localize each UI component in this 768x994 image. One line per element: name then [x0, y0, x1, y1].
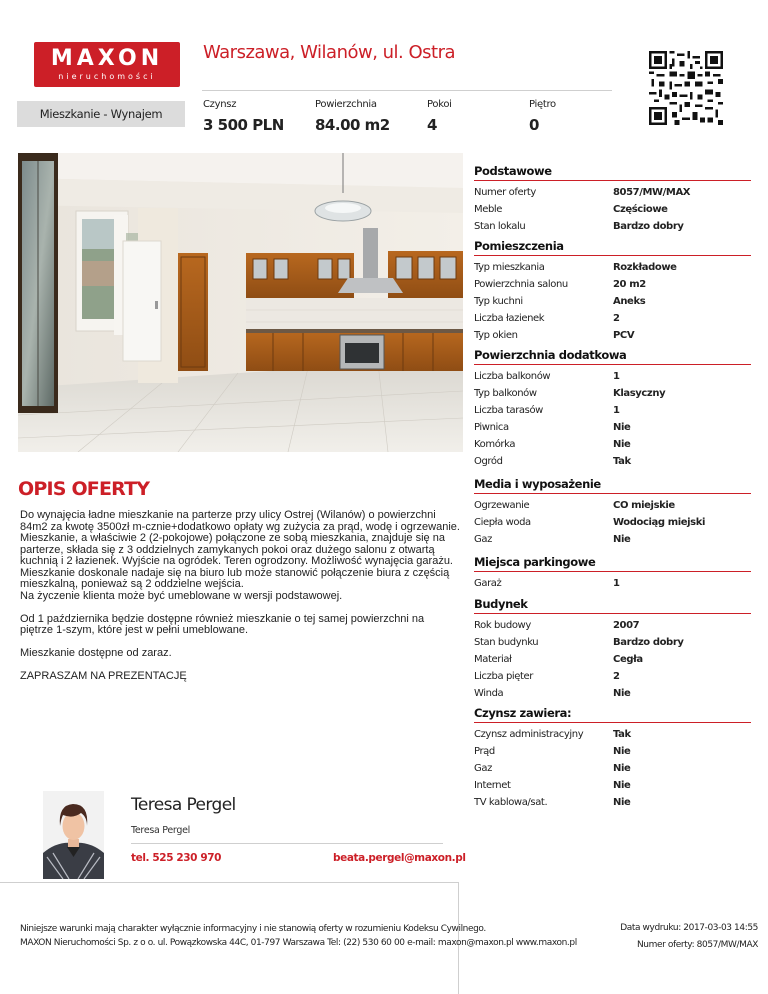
footer-offer-number: Numer oferty: 8057/MW/MAX [636, 940, 758, 950]
stat-value: 0 [529, 116, 539, 134]
detail-value: CO miejskie [613, 500, 675, 511]
detail-value: Tak [613, 456, 631, 467]
print-date: Data wydruku: 2017-03-03 14:55 [620, 923, 758, 933]
detail-key: Rok budowy [474, 620, 531, 631]
stat-value: 3 500 PLN [203, 116, 284, 134]
detail-value: Nie [613, 780, 631, 791]
detail-row [474, 634, 751, 651]
section-building [474, 597, 751, 702]
detail-key: TV kablowa/sat. [474, 797, 548, 808]
detail-value: Nie [613, 746, 631, 757]
detail-row [474, 436, 751, 453]
detail-key: Garaż [474, 578, 502, 589]
detail-row [474, 794, 751, 811]
detail-value: 20 m2 [613, 279, 646, 290]
stat-label: Powierzchnia [315, 99, 377, 110]
stat-label: Piętro [529, 99, 556, 110]
detail-value: Nie [613, 763, 631, 774]
detail-row [474, 668, 751, 685]
description-paragraph: Na życzenie klienta może być umeblowane w wersji podstawowej. [20, 589, 343, 602]
stat-label: Czynsz [203, 99, 237, 110]
detail-key: Ogrzewanie [474, 500, 530, 511]
agent-avatar [43, 791, 104, 879]
qr-code-icon [649, 51, 723, 125]
detail-row [474, 777, 751, 794]
description-paragraph: Od 1 października będzie dostępne również mieszkanie o tej samej powierzchni na piętrze 1-szym, które jest w pełni umeblowane. [20, 612, 425, 636]
description-paragraph: Do wynajęcia ładne mieszkanie na parterze przy ulicy Ostrej (Wilanów) o powierzchni 84m2 za kwotę 3500zł m-cznie+dodatkowo opłaty wg zużycia za prąd, wodę i ogrzewanie. [20, 509, 460, 533]
detail-key: Typ balkonów [474, 388, 537, 399]
detail-key: Ciepła woda [474, 517, 531, 528]
agent-phone-link[interactable]: tel. 525 230 970 [131, 852, 222, 864]
detail-value: 8057/MW/MAX [613, 187, 691, 198]
detail-row [474, 218, 751, 235]
detail-value: Nie [613, 534, 631, 545]
detail-value: 1 [613, 371, 620, 382]
detail-key: Liczba pięter [474, 671, 534, 682]
detail-value: Nie [613, 797, 631, 808]
detail-row [474, 402, 751, 419]
detail-key: Typ kuchni [474, 296, 523, 307]
brand-logo [34, 42, 180, 87]
detail-key: Komórka [474, 439, 516, 450]
detail-value: Wodociąg miejski [613, 517, 706, 528]
detail-value: PCV [613, 330, 635, 341]
offer-type-badge: Mieszkanie - Wynajem [17, 101, 185, 127]
detail-value: Klasyczny [613, 388, 666, 399]
description-heading: OPIS OFERTY [18, 478, 150, 500]
stat-rooms [427, 99, 452, 134]
stat-floor [529, 99, 556, 134]
section-media [474, 477, 751, 548]
detail-value: 1 [613, 405, 620, 416]
section-parking [474, 555, 751, 592]
detail-key: Liczba balkonów [474, 371, 551, 382]
section-title: Podstawowe [474, 164, 552, 178]
detail-key: Piwnica [474, 422, 509, 433]
brand-subtitle: nieruchomości [58, 71, 156, 81]
detail-value: 2 [613, 671, 620, 682]
detail-row [474, 760, 751, 777]
detail-value: 2 [613, 313, 620, 324]
agent-name: Teresa Pergel [131, 795, 236, 815]
detail-key: Czynsz administracyjny [474, 729, 584, 740]
footer-disclaimer [20, 922, 577, 950]
detail-key: Winda [474, 688, 504, 699]
detail-value: Aneks [613, 296, 646, 307]
detail-row [474, 368, 751, 385]
offer-title: Warszawa, Wilanów, ul. Ostra [203, 42, 456, 63]
description-paragraph: ZAPRASZAM NA PREZENTACJĘ [20, 670, 187, 682]
detail-row [474, 327, 751, 344]
detail-row [474, 276, 751, 293]
detail-key: Powierzchnia salonu [474, 279, 568, 290]
agent-divider [131, 843, 443, 844]
section-title: Pomieszczenia [474, 239, 564, 253]
detail-value: Cegła [613, 654, 643, 665]
detail-value: Częściowe [613, 204, 668, 215]
section-extra-area [474, 348, 751, 470]
detail-row [474, 259, 751, 276]
detail-row [474, 617, 751, 634]
detail-key: Numer oferty [474, 187, 536, 198]
detail-value: Rozkładowe [613, 262, 677, 273]
stat-rent [203, 99, 284, 134]
detail-value: 2007 [613, 620, 640, 631]
detail-value: Bardzo dobry [613, 221, 684, 232]
detail-key: Gaz [474, 534, 492, 545]
stat-area [315, 99, 390, 134]
detail-key: Typ okien [474, 330, 518, 341]
description-text [20, 510, 460, 683]
detail-row [474, 453, 751, 470]
section-title: Media i wyposażenie [474, 477, 601, 491]
footer-divider [0, 882, 458, 883]
detail-row [474, 514, 751, 531]
footer-company-info: MAXON Nieruchomości Sp. z o o. ul. Powązkowska 44C, 01-797 Warszawa Tel: (22) 530 60 00 e-mail: maxon@maxon.pl www.maxon.pl [20, 938, 577, 948]
detail-key: Stan lokalu [474, 221, 526, 232]
section-rooms [474, 239, 751, 344]
detail-value: 1 [613, 578, 620, 589]
detail-row [474, 419, 751, 436]
detail-key: Liczba tarasów [474, 405, 543, 416]
header-divider [202, 90, 612, 91]
detail-row [474, 685, 751, 702]
detail-row [474, 743, 751, 760]
detail-key: Typ mieszkania [474, 262, 545, 273]
section-title: Budynek [474, 597, 528, 611]
detail-row [474, 531, 751, 548]
section-title: Miejsca parkingowe [474, 555, 596, 569]
detail-row [474, 201, 751, 218]
detail-key: Gaz [474, 763, 492, 774]
detail-key: Stan budynku [474, 637, 539, 648]
property-photo [18, 153, 463, 452]
footer-meta [620, 920, 758, 954]
detail-row [474, 575, 751, 592]
detail-key: Internet [474, 780, 511, 791]
detail-value: Tak [613, 729, 631, 740]
detail-row [474, 184, 751, 201]
description-paragraph: Mieszkanie doskonale nadaje się na biuro lub może stanowić połączenie biura z częścią mieszkalną, ponieważ są 2 oddzielne wejścia. [20, 566, 450, 590]
description-paragraph: Mieszkanie, a właściwie 2 (2-pokojowe) połączone ze sobą mieszkania, znajduje się na parterze, składa się z 3 oddzielnych zamykanych pokoi oraz dużego salonu z otwartą kuchnią i 2 łazienek. Wyjście na ogródek. Teren ogrodzony. Możliwość wynajęcia garażu. [20, 532, 453, 567]
detail-row [474, 726, 751, 743]
section-basic [474, 164, 751, 235]
section-rent-includes [474, 706, 751, 811]
detail-key: Ogród [474, 456, 503, 467]
detail-key: Materiał [474, 654, 512, 665]
stat-value: 4 [427, 116, 437, 134]
section-title: Powierzchnia dodatkowa [474, 348, 627, 362]
detail-value: Nie [613, 688, 631, 699]
agent-subtitle: Teresa Pergel [131, 825, 190, 836]
footer-line: Niniejsze warunki mają charakter wyłącznie informacyjny i nie stanowią oferty w rozumieniu Kodeksu Cywilnego. [20, 924, 486, 934]
detail-row [474, 293, 751, 310]
detail-key: Meble [474, 204, 503, 215]
section-title: Czynsz zawiera: [474, 706, 572, 720]
detail-row [474, 497, 751, 514]
description-paragraph: Mieszkanie dostępne od zaraz. [20, 647, 172, 659]
detail-row [474, 385, 751, 402]
stat-value: 84.00 m2 [315, 116, 390, 134]
detail-key: Liczba łazienek [474, 313, 545, 324]
detail-value: Bardzo dobry [613, 637, 684, 648]
brand-name: MAXON [50, 45, 164, 71]
detail-row [474, 651, 751, 668]
detail-key: Prąd [474, 746, 495, 757]
detail-value: Nie [613, 439, 631, 450]
agent-email-link[interactable]: beata.pergel@maxon.pl [333, 852, 466, 864]
stat-label: Pokoi [427, 99, 452, 110]
detail-value: Nie [613, 422, 631, 433]
detail-row [474, 310, 751, 327]
